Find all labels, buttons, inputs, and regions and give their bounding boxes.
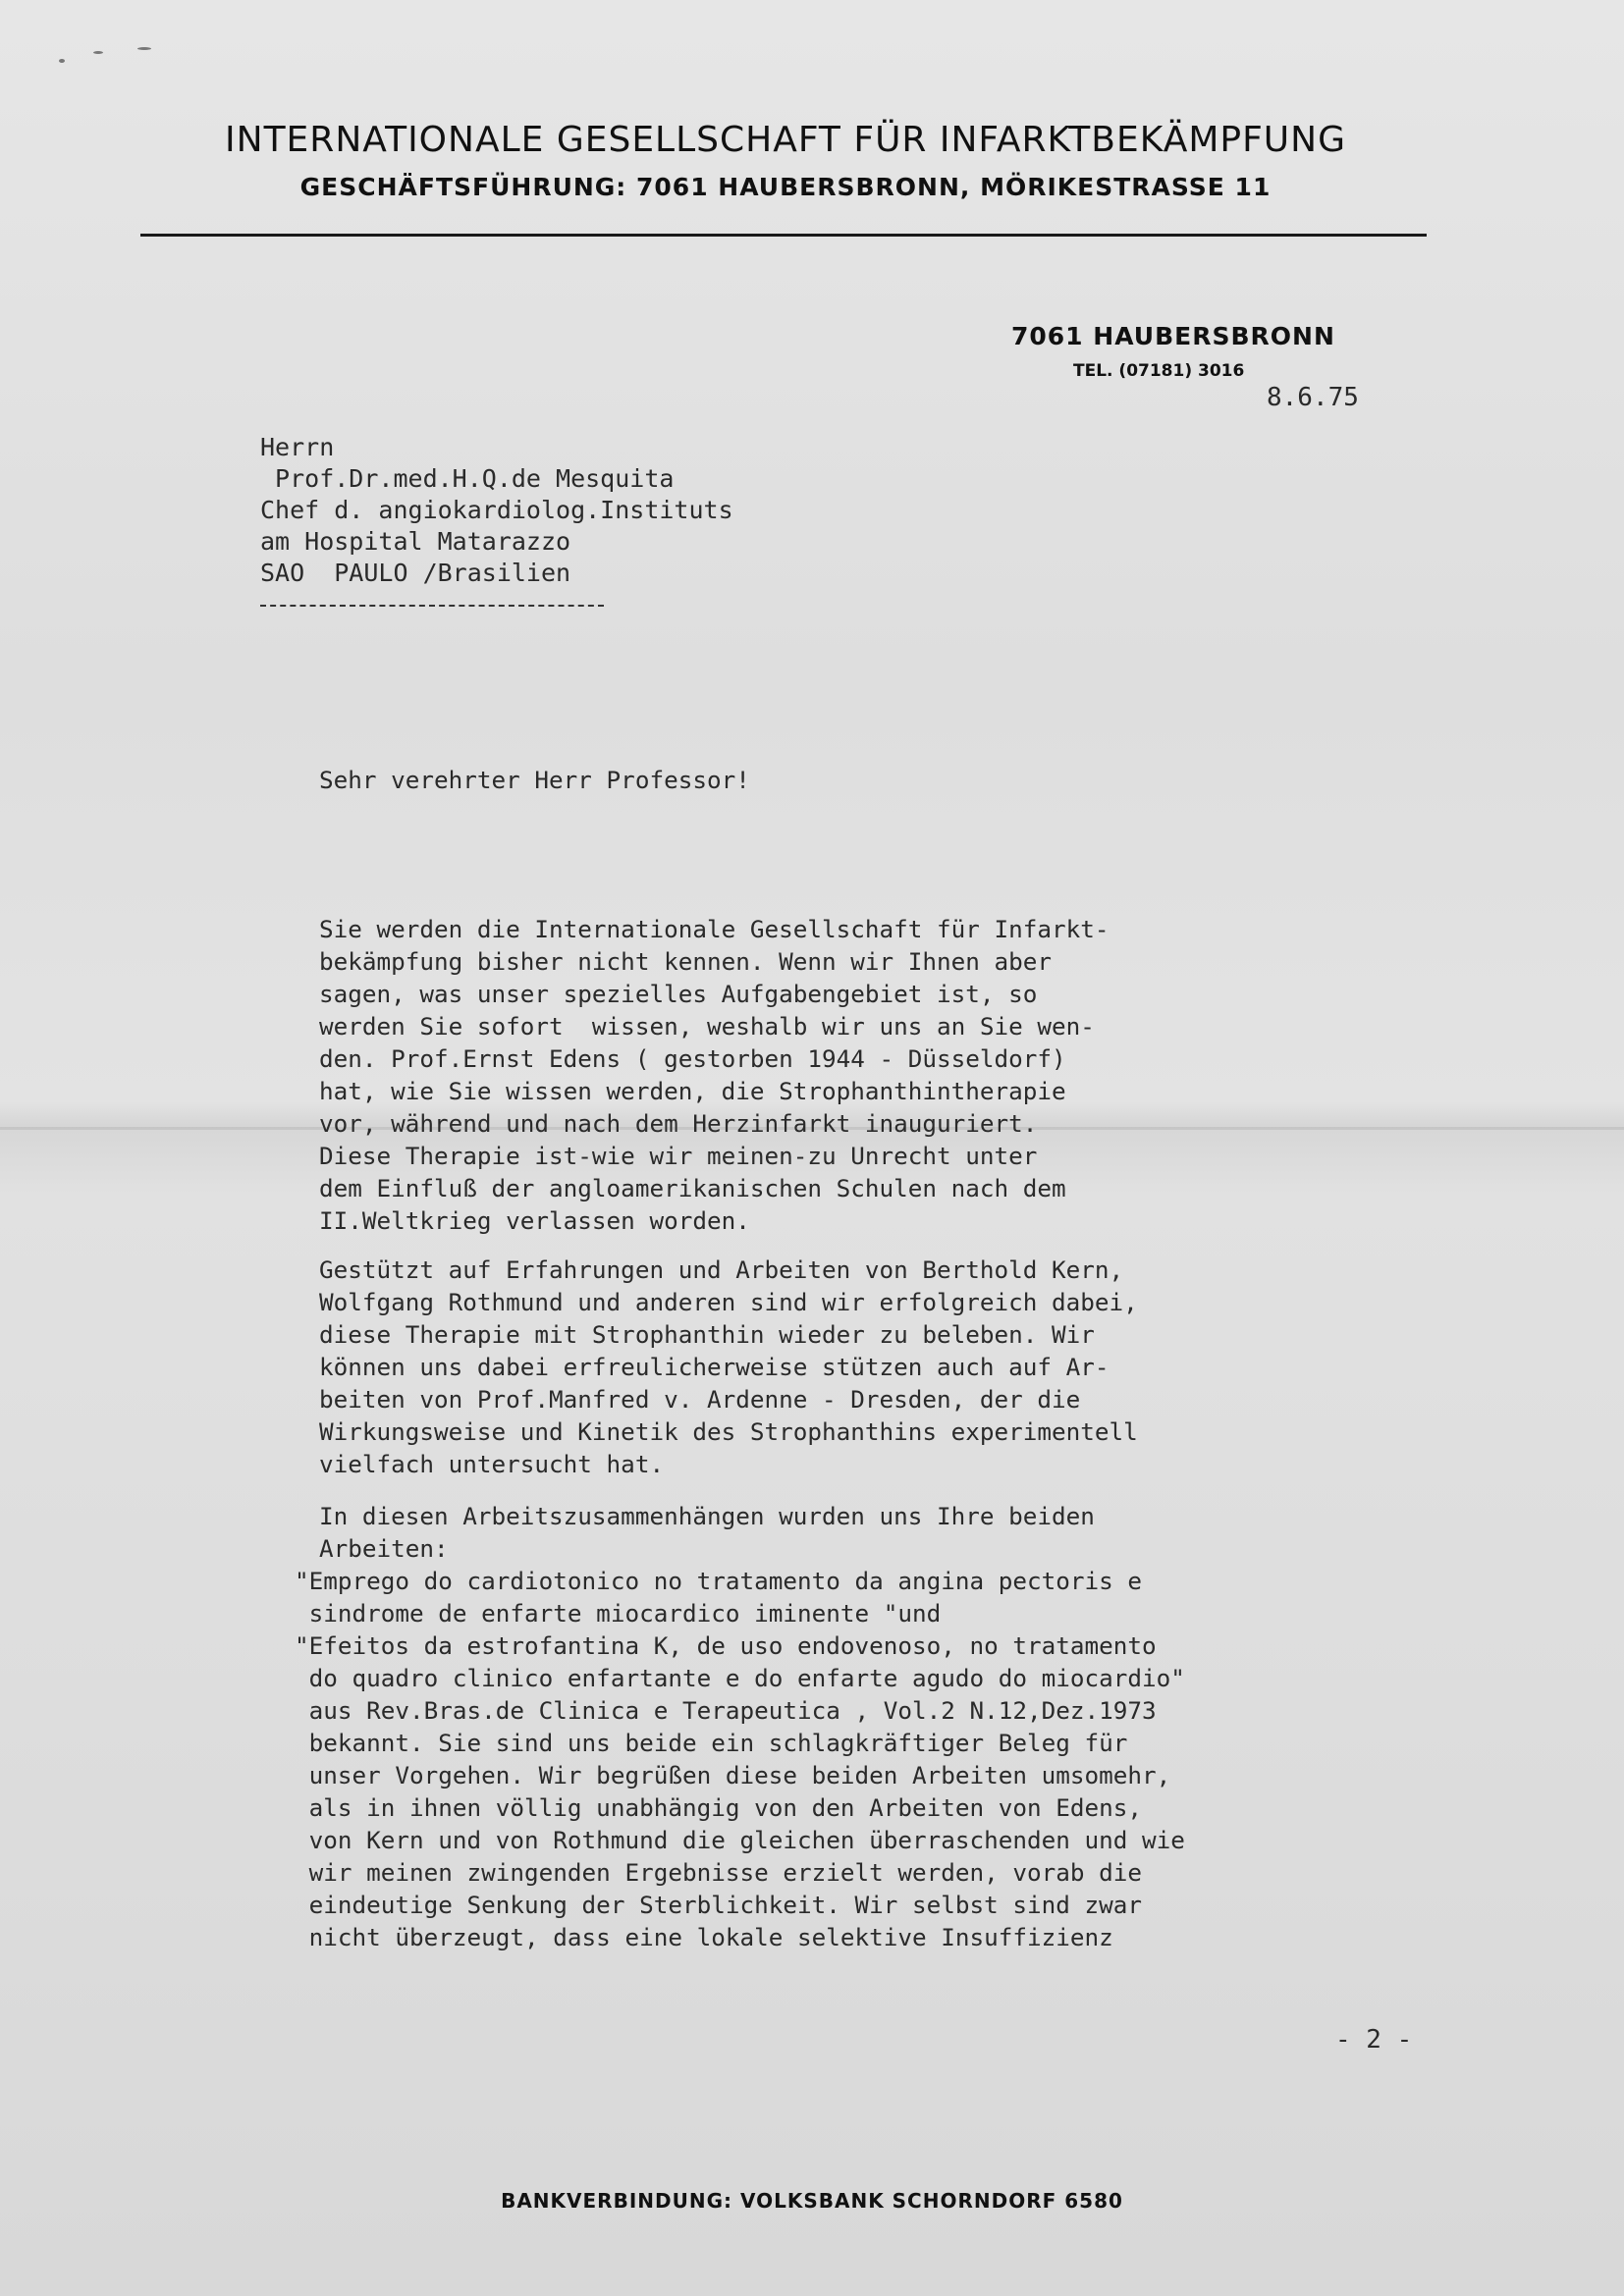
address-line: SAO PAULO /Brasilien bbox=[260, 559, 571, 587]
address-line: Chef d. angiokardiolog.Instituts bbox=[260, 496, 733, 524]
text-line: diese Therapie mit Strophanthin wieder zu beleben. Wir bbox=[319, 1320, 1095, 1349]
text-line: Wirkungsweise und Kinetik des Strophanthins experimentell bbox=[319, 1417, 1138, 1446]
address-line: Prof.Dr.med.H.Q.de Mesquita bbox=[260, 464, 675, 493]
text-line: Arbeiten: bbox=[319, 1534, 449, 1563]
text-line: sindrome de enfarte miocardico iminente "und bbox=[295, 1599, 942, 1628]
text-line: aus Rev.Bras.de Clinica e Terapeutica , Vol.2 N.12,Dez.1973 bbox=[295, 1696, 1157, 1725]
text-line: Sie werden die Internationale Gesellschaft für Infarkt- bbox=[319, 915, 1110, 943]
paper-speck bbox=[59, 59, 65, 63]
text-line: bekannt. Sie sind uns beide ein schlagkräftiger Beleg für bbox=[295, 1729, 1128, 1757]
text-line: hat, wie Sie wissen werden, die Strophanthintherapie bbox=[319, 1077, 1066, 1105]
address-line: am Hospital Matarazzo bbox=[260, 527, 571, 556]
text-line: eindeutige Senkung der Sterblichkeit. Wir selbst sind zwar bbox=[295, 1891, 1143, 1919]
sender-place: 7061 HAUBERSBRONN bbox=[1011, 322, 1335, 350]
text-line: bekämpfung bisher nicht kennen. Wenn wir Ihnen aber bbox=[319, 947, 1053, 976]
salutation bbox=[319, 764, 1301, 796]
recipient-address bbox=[260, 432, 733, 589]
text-line: Wolfgang Rothmund und anderen sind wir erfolgreich dabei, bbox=[319, 1288, 1138, 1316]
text-line: II.Weltkrieg verlassen worden. bbox=[319, 1206, 750, 1235]
text-line: In diesen Arbeitszusammenhängen wurden uns Ihre beiden bbox=[319, 1502, 1095, 1530]
text-line: vor, während und nach dem Herzinfarkt inauguriert. bbox=[319, 1109, 1038, 1138]
text-line: Gestützt auf Erfahrungen und Arbeiten von Berthold Kern, bbox=[319, 1255, 1124, 1284]
text-line: werden Sie sofort wissen, weshalb wir uns an Sie wen- bbox=[319, 1012, 1095, 1041]
text-line: unser Vorgehen. Wir begrüßen diese beiden Arbeiten umsomehr, bbox=[295, 1761, 1171, 1789]
letterhead-title: INTERNATIONALE GESELLSCHAFT FÜR INFARKTBEKÄMPFUNG bbox=[225, 120, 1346, 160]
text-line: als in ihnen völlig unabhängig von den Arbeiten von Edens, bbox=[295, 1793, 1143, 1822]
address-line: Herrn bbox=[260, 433, 335, 461]
salutation-line: Sehr verehrter Herr Professor! bbox=[319, 766, 750, 794]
paper-speck bbox=[93, 51, 103, 54]
paragraph-3 bbox=[295, 1500, 1301, 1953]
text-line: von Kern und von Rothmund die gleichen überraschenden und wie bbox=[295, 1826, 1185, 1854]
paper-speck bbox=[137, 47, 151, 50]
text-line: nicht überzeugt, dass eine lokale selektive Insuffizienz bbox=[295, 1923, 1113, 1951]
sender-tel: TEL. (07181) 3016 bbox=[1073, 361, 1245, 381]
address-underline bbox=[260, 605, 604, 607]
text-line: "Efeitos da estrofantina K, de uso endovenoso, no tratamento bbox=[295, 1631, 1157, 1660]
page-number: - 2 - bbox=[1335, 2025, 1413, 2055]
text-line: "Emprego do cardiotonico no tratamento da angina pectoris e bbox=[295, 1567, 1143, 1595]
text-line: können uns dabei erfreulicherweise stützen auch auf Ar- bbox=[319, 1353, 1110, 1381]
text-line: den. Prof.Ernst Edens ( gestorben 1944 - Düsseldorf) bbox=[319, 1044, 1066, 1073]
text-line: vielfach untersucht hat. bbox=[319, 1450, 665, 1478]
text-line: wir meinen zwingenden Ergebnisse erzielt werden, vorab die bbox=[295, 1858, 1143, 1887]
letterhead-subtitle: GESCHÄFTSFÜHRUNG: 7061 HAUBERSBRONN, MÖRIKESTRASSE 11 bbox=[299, 173, 1272, 201]
bank-footer: BANKVERBINDUNG: VOLKSBANK SCHORNDORF 6580 bbox=[501, 2189, 1123, 2213]
text-line: Diese Therapie ist-wie wir meinen-zu Unrecht unter bbox=[319, 1142, 1038, 1170]
paragraph-1 bbox=[319, 913, 1301, 1237]
text-line: sagen, was unser spezielles Aufgabengebiet ist, so bbox=[319, 980, 1038, 1008]
text-line: dem Einfluß der angloamerikanischen Schulen nach dem bbox=[319, 1174, 1066, 1202]
text-line: do quadro clinico enfartante e do enfarte agudo do miocardio" bbox=[295, 1664, 1185, 1692]
text-line: beiten von Prof.Manfred v. Ardenne - Dresden, der die bbox=[319, 1385, 1081, 1414]
letter-date: 8.6.75 bbox=[1267, 383, 1359, 412]
paragraph-2 bbox=[319, 1254, 1301, 1480]
letterhead-rule bbox=[140, 234, 1427, 237]
